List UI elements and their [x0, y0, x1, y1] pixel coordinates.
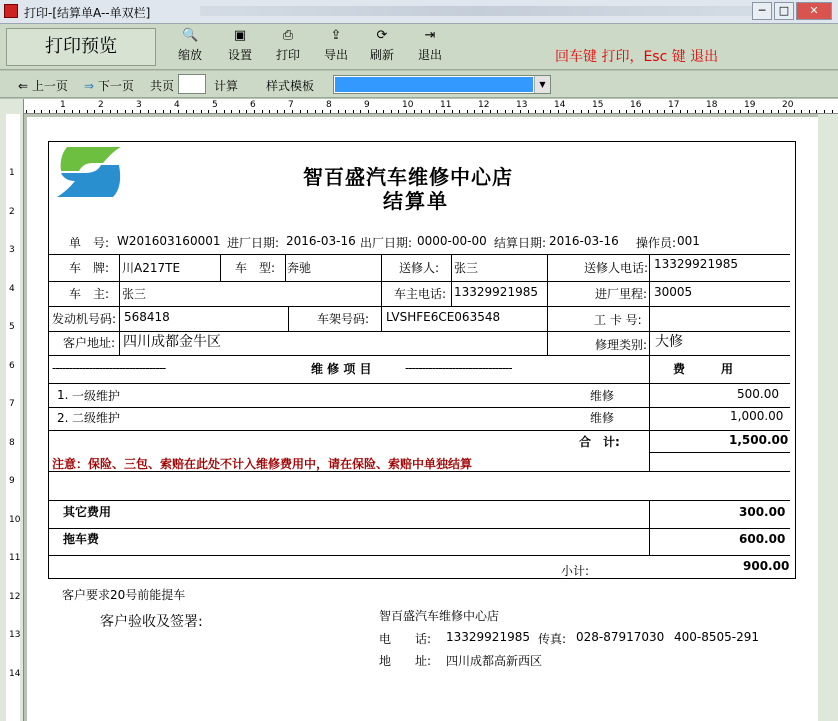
tow-fee: 600.00 — [739, 532, 786, 546]
close-button[interactable]: ✕ — [796, 2, 832, 20]
mileage: 30005 — [654, 285, 693, 299]
refresh-label: 刷新 — [369, 48, 394, 62]
other-fee-label: 其它费用 — [63, 505, 112, 519]
phone-label: 电 话: — [379, 632, 432, 646]
subtotal-label: 小计: — [561, 564, 590, 578]
notice: 注意：保险、三包、索赔在此处不计入维修费用中，请在保险、索赔中单独结算 — [52, 457, 473, 471]
plate-label: 车 牌: — [69, 261, 110, 275]
other-fee: 300.00 — [739, 505, 786, 519]
ruler-h-tick-label: 18 — [706, 100, 718, 110]
ruler-v-tick-label: 10 — [9, 515, 21, 525]
blurred-title-area — [200, 6, 760, 16]
items-dash-left: ---------------------------------- — [52, 361, 166, 375]
ruler-h-tick-label: 16 — [630, 100, 642, 110]
ruler-h-tick-label: 9 — [364, 100, 370, 110]
zoom-button[interactable] — [170, 28, 210, 66]
ruler-h-tick-label: 14 — [554, 100, 566, 110]
ruler-v-tick-label: 5 — [9, 322, 15, 332]
settings-label: 设置 — [227, 48, 252, 62]
preview-label: 打印预览 — [6, 28, 156, 66]
minimize-button[interactable]: ─ — [752, 2, 772, 20]
title-bar — [0, 0, 838, 24]
in-date: 2016-03-16 — [286, 234, 356, 248]
prev-page-label: 上一页 — [31, 79, 68, 93]
addr: 四川成都高新西区 — [446, 654, 543, 668]
ruler-h-tick-label: 12 — [478, 100, 490, 110]
ruler-h-tick-label: 17 — [668, 100, 680, 110]
prev-page-button[interactable] — [18, 77, 68, 94]
engine-label: 发动机号码: — [52, 312, 117, 326]
operator: 001 — [677, 234, 700, 248]
arrow-right-icon: ⇒ — [84, 79, 95, 93]
document-title: 结算单 — [383, 189, 449, 213]
fax-label: 传真: — [538, 632, 567, 646]
horizontal-ruler — [24, 99, 838, 114]
window-title: 打印-[结算单A--单双栏] — [24, 6, 151, 20]
item-no: 2. — [57, 411, 69, 425]
sender-phone-label: 送修人电话: — [584, 261, 649, 275]
app-icon — [4, 4, 18, 18]
plate: 川A217TE — [122, 261, 181, 275]
style-template-select[interactable] — [333, 75, 551, 94]
owner-label: 车 主: — [69, 287, 110, 301]
ruler-h-tick-label: 7 — [288, 100, 294, 110]
owner-phone: 13329921985 — [454, 285, 538, 299]
vertical-ruler — [0, 99, 24, 721]
in-date-label: 进厂日期: — [227, 236, 280, 250]
ruler-h-tick-label: 13 — [516, 100, 528, 110]
ruler-h-tick-label: 20 — [782, 100, 794, 110]
sender-label: 送修人: — [399, 261, 440, 275]
model: 奔驰 — [287, 261, 312, 275]
export-icon: ⇪ — [330, 28, 342, 43]
sign-label: 客户验收及签署: — [100, 614, 203, 630]
ruler-v-tick-label: 2 — [9, 207, 15, 217]
fax: 028-87917030 — [576, 630, 665, 644]
ruler-h-tick-label: 8 — [326, 100, 332, 110]
ruler-v-tick-label: 3 — [9, 245, 15, 255]
ruler-h-tick-label: 4 — [174, 100, 180, 110]
ruler-v-tick-label: 11 — [9, 553, 21, 563]
addr-label: 地 址: — [379, 654, 432, 668]
item-type: 维修 — [590, 411, 615, 425]
item-no: 1. — [57, 388, 69, 402]
ruler-v-tick-label: 7 — [9, 399, 15, 409]
engine: 568418 — [124, 310, 170, 324]
ruler-h-tick-label: 5 — [212, 100, 218, 110]
toolbar — [0, 24, 838, 70]
next-page-button[interactable] — [84, 77, 134, 94]
page-settings-icon: ▣ — [233, 28, 247, 43]
dropdown-arrow-icon[interactable]: ▼ — [534, 76, 550, 93]
ruler-h-tick-label: 6 — [250, 100, 256, 110]
company-name: 智百盛汽车维修中心店 — [303, 165, 513, 189]
print-page — [27, 117, 818, 721]
phone: 13329921985 — [446, 630, 530, 644]
ruler-v-tick-label: 12 — [9, 592, 21, 602]
exit-label: 退出 — [417, 48, 442, 62]
owner: 张三 — [122, 287, 147, 301]
total-label: 合 计: — [579, 435, 620, 449]
ruler-v-tick-label: 8 — [9, 438, 15, 448]
frame-no: LVSHFE6CE063548 — [386, 310, 501, 324]
ruler-h-tick-label: 11 — [440, 100, 452, 110]
print-button[interactable] — [268, 28, 308, 66]
address: 四川成都金牛区 — [123, 334, 221, 350]
item-type: 维修 — [590, 389, 615, 403]
ruler-v-tick-label: 4 — [9, 284, 15, 294]
hotline: 400-8505-291 — [674, 630, 760, 644]
items-dash-right: -------------------------------- — [405, 361, 512, 375]
ruler-h-tick-label: 1 — [60, 100, 66, 110]
subtotal: 900.00 — [743, 559, 790, 573]
item-name: 一级维护 — [72, 389, 121, 403]
arrow-left-icon: ⇐ — [18, 79, 29, 93]
out-date: 0000-00-00 — [417, 234, 487, 248]
ruler-v-tick-label: 13 — [9, 630, 21, 640]
ruler-h-tick-label: 3 — [136, 100, 142, 110]
selected-option — [335, 77, 533, 92]
fee-header: 费 用 — [673, 362, 734, 376]
sender: 张三 — [454, 261, 479, 275]
out-date-label: 出厂日期: — [360, 236, 413, 250]
address-label: 客户地址: — [63, 336, 116, 350]
order-no: W201603160001 — [117, 234, 221, 248]
printer-icon: ⎙ — [282, 28, 294, 43]
exit-button[interactable] — [410, 28, 450, 66]
mileage-label: 进厂里程: — [595, 287, 648, 301]
ruler-h-tick-label: 19 — [744, 100, 756, 110]
exit-door-icon: ⇥ — [424, 28, 436, 43]
maximize-button[interactable]: □ — [774, 2, 794, 20]
repair-type-label: 修理类别: — [595, 338, 648, 352]
model-label: 车 型: — [235, 261, 276, 275]
sender-phone: 13329921985 — [654, 257, 738, 271]
ruler-h-tick-label: 2 — [98, 100, 104, 110]
magnifier-icon: 🔍 — [182, 28, 199, 43]
items-header: 维 修 项 目 — [311, 362, 372, 376]
page-number-input[interactable] — [178, 74, 206, 94]
vertical-scrollbar[interactable] — [818, 114, 838, 721]
total-amount: 1,500.00 — [729, 433, 789, 447]
style-template-label: 样式模板 — [266, 79, 315, 93]
item-fee: 1,000.00 — [730, 409, 784, 423]
print-label: 打印 — [275, 48, 300, 62]
customer-remark: 客户要求20号前能提车 — [62, 588, 186, 602]
refresh-button[interactable] — [362, 28, 402, 66]
item-name: 二级维护 — [72, 411, 121, 425]
tow-fee-label: 拖车费 — [63, 532, 100, 546]
zoom-label: 缩放 — [177, 48, 202, 62]
keyboard-hint: 回车键 打印，Esc 键 退出 — [555, 49, 719, 65]
settings-button[interactable] — [220, 28, 260, 66]
export-button[interactable] — [316, 28, 356, 66]
ruler-v-tick-label: 6 — [9, 361, 15, 371]
settle-date: 2016-03-16 — [549, 234, 619, 248]
refresh-icon: ⟳ — [376, 28, 388, 43]
ruler-h-tick-label: 15 — [592, 100, 604, 110]
owner-phone-label: 车主电话: — [394, 287, 447, 301]
ruler-v-tick-label: 14 — [9, 669, 21, 679]
footer-company: 智百盛汽车维修中心店 — [379, 609, 500, 623]
page-nav-bar — [0, 71, 838, 98]
total-pages-label: 共页 — [150, 79, 175, 93]
order-no-label: 单 号: — [69, 236, 110, 250]
card-label: 工 卡 号: — [594, 313, 642, 327]
ruler-v-tick-label: 1 — [9, 168, 15, 178]
item-fee: 500.00 — [737, 387, 779, 401]
ruler-v-tick-label: 9 — [9, 476, 15, 486]
frame-label: 车架号码: — [317, 312, 370, 326]
next-page-label: 下一页 — [97, 79, 134, 93]
settle-date-label: 结算日期: — [494, 236, 547, 250]
repair-type: 大修 — [655, 334, 683, 350]
ruler-h-tick-label: 10 — [402, 100, 414, 110]
operator-label: 操作员: — [636, 236, 677, 250]
export-label: 导出 — [323, 48, 348, 62]
calc-button[interactable]: 计算 — [214, 79, 239, 93]
